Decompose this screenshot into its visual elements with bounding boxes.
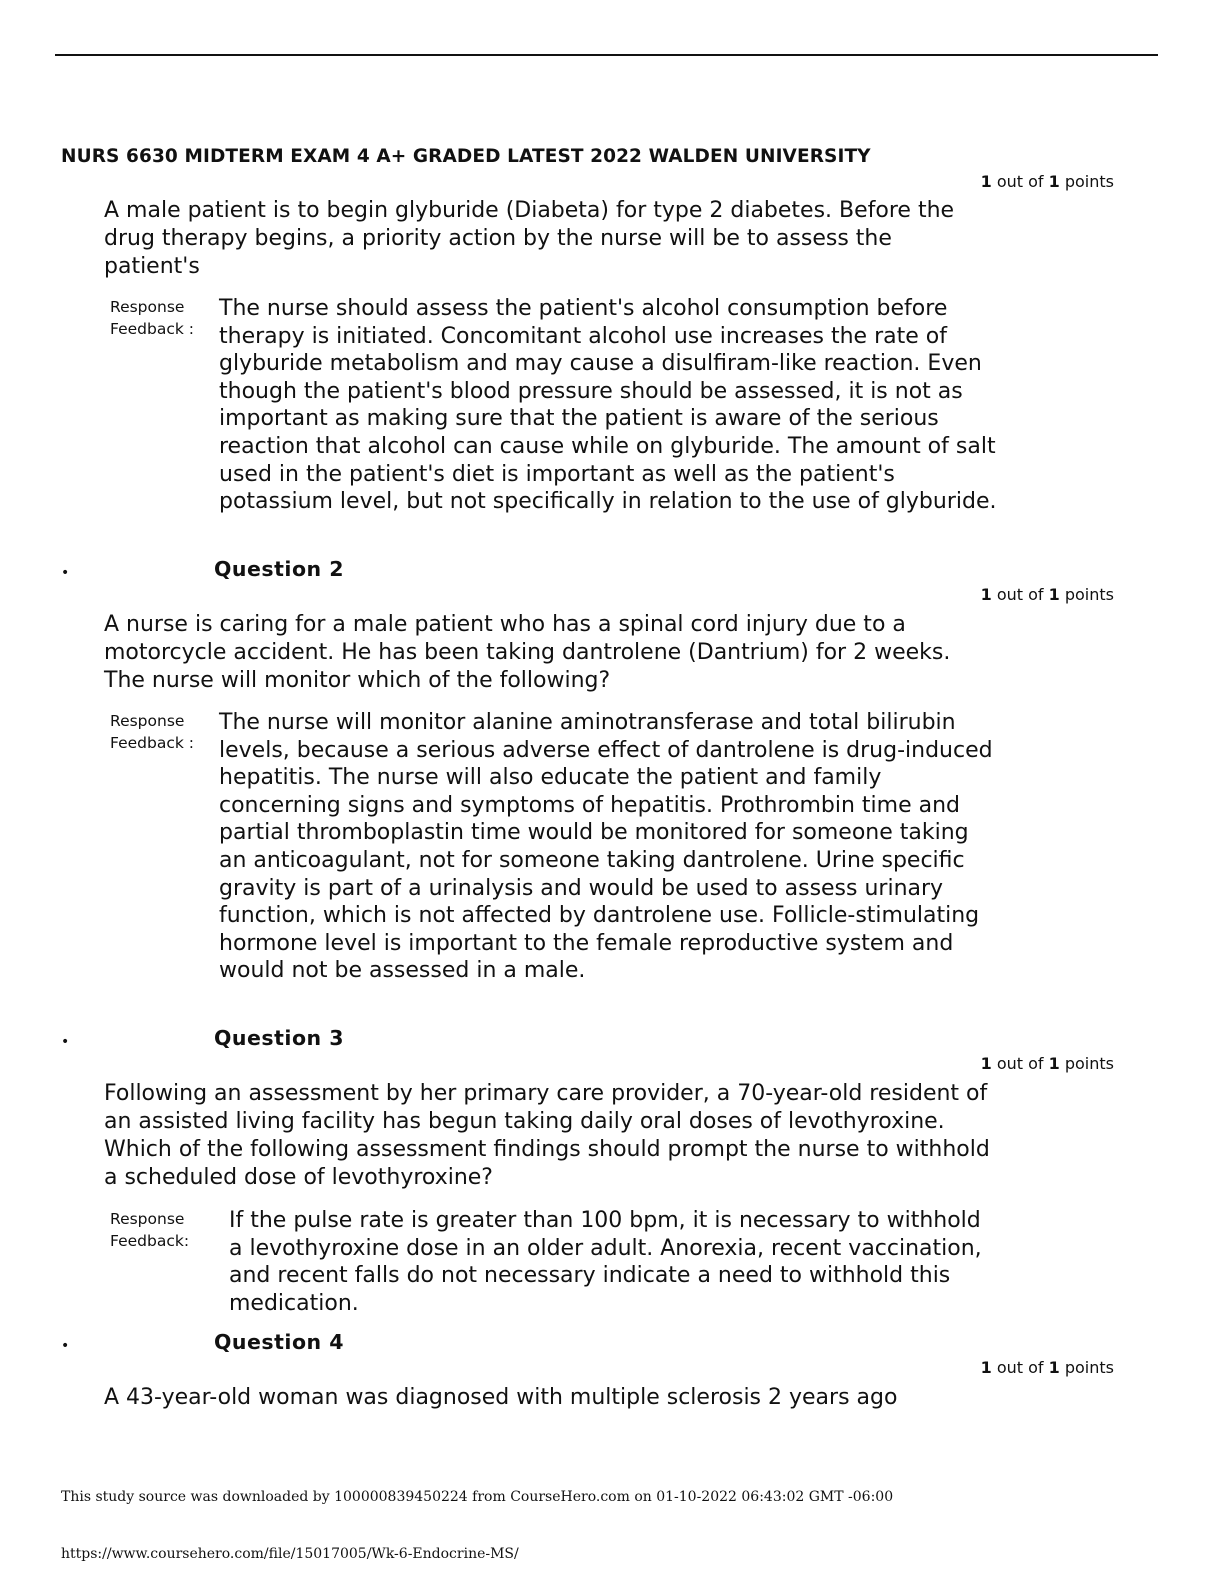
q2-question-text: A nurse is caring for a male patient who has a spinal cord injury due to a motorcycle accident. He has been taking dantrolene (Dantrium) for 2 weeks. The nurse will monitor which of the following? bbox=[104, 612, 951, 693]
q3-heading: Question 3 bbox=[214, 1026, 345, 1050]
q3-feedback-label: Response Feedback: bbox=[110, 1210, 190, 1250]
q2-heading: Question 2 bbox=[214, 557, 345, 581]
q4-score: 1 out of 1 points bbox=[980, 1358, 1114, 1377]
q2-feedback-label: Response Feedback : bbox=[110, 712, 194, 752]
q4-question-text: A 43-year-old woman was diagnosed with multiple sclerosis 2 years ago bbox=[104, 1385, 898, 1410]
q1-score: 1 out of 1 points bbox=[980, 172, 1114, 191]
q1-feedback-label: Response Feedback : bbox=[110, 298, 194, 338]
q2-score: 1 out of 1 points bbox=[980, 585, 1114, 604]
q2-feedback-text: The nurse will monitor alanine aminotransferase and total bilirubin levels, because a serious adverse effect of dantrolene is drug-induced hepatitis. The nurse will also educate the patient and family concerning signs and symptoms of hepatitis. Prothrombin time and partial thromboplastin time would be monitored for someone taking an anticoagulant, not for someone taking dantrolene. Urine specific gravity is part of a urinalysis and would be used to assess urinary function, which is not affected by dantrolene use. Follicle-stimulating hormone level is important to the female reproductive system and would not be assessed in a male. bbox=[219, 710, 993, 984]
q3-score: 1 out of 1 points bbox=[980, 1054, 1114, 1073]
q3-feedback-text: If the pulse rate is greater than 100 bpm, it is necessary to withhold a levothyroxine dose in an older adult. Anorexia, recent vaccination, and recent falls do not necessary indicate a need to withhold this medication. bbox=[229, 1208, 982, 1316]
q3-bullet: • bbox=[61, 1034, 70, 1050]
top-rule bbox=[55, 54, 1158, 56]
q4-heading: Question 4 bbox=[214, 1330, 345, 1354]
q3-question-text: Following an assessment by her primary care provider, a 70-year-old resident of an assisted living facility has begun taking daily oral doses of levothyroxine. Which of the following assessment findings should prompt the nurse to withhold a scheduled dose of levothyroxine? bbox=[104, 1081, 990, 1190]
footer-url[interactable]: https://www.coursehero.com/file/15017005/Wk-6-Endocrine-MS/ bbox=[61, 1546, 519, 1562]
q2-bullet: • bbox=[61, 565, 70, 581]
q4-bullet: • bbox=[61, 1338, 70, 1354]
document-title: NURS 6630 MIDTERM EXAM 4 A+ GRADED LATEST 2022 WALDEN UNIVERSITY bbox=[61, 146, 871, 167]
q1-feedback-text: The nurse should assess the patient's alcohol consumption before therapy is initiated. Concomitant alcohol use increases the rate of glyburide metabolism and may cause a disulfiram-like reaction. Even though the patient's blood pressure should be assessed, it is not as important as making sure that the patient is aware of the serious reaction that alcohol can cause while on glyburide. The amount of salt used in the patient's diet is important as well as the patient's potassium level, but not specifically in relation to the use of glyburide. bbox=[219, 296, 997, 515]
q1-question-text: A male patient is to begin glyburide (Diabeta) for type 2 diabetes. Before the drug therapy begins, a priority action by the nurse will be to assess the patient's bbox=[104, 198, 955, 279]
footer-source-note: This study source was downloaded by 100000839450224 from CourseHero.com on 01-10-2022 06:43:02 GMT -06:00 bbox=[61, 1489, 894, 1505]
